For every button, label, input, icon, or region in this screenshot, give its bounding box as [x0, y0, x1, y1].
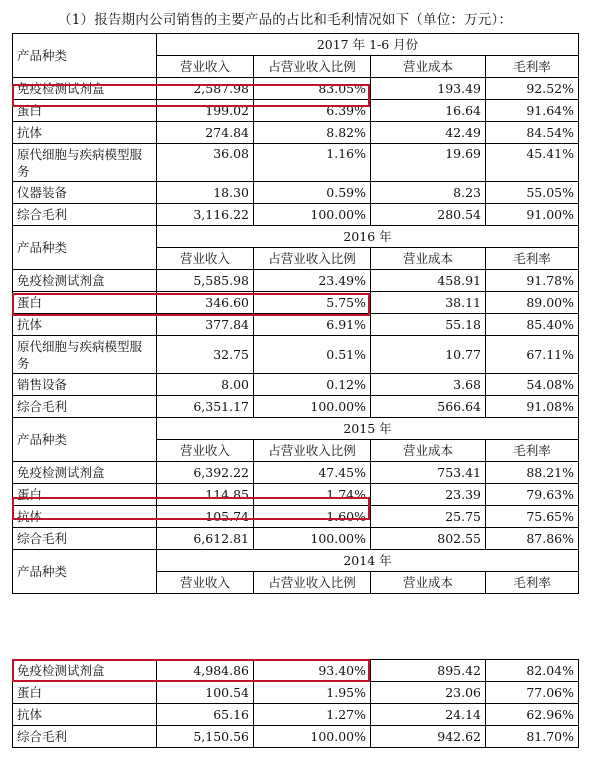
table-row: [13, 726, 579, 748]
revenue-cell: 346.60: [157, 292, 254, 314]
ratio-cell: 0.12%: [254, 374, 371, 396]
ratio-cell: 1.74%: [254, 484, 371, 506]
section-header-row: [13, 550, 579, 572]
margin-cell: 75.65%: [486, 506, 579, 528]
table-row: [13, 506, 579, 528]
ratio-header: 占营业收入比例: [254, 248, 371, 270]
cost-cell: 19.69: [371, 144, 486, 182]
cost-cell: 23.06: [371, 682, 486, 704]
revenue-header: 营业收入: [157, 440, 254, 462]
table-row: [13, 144, 579, 182]
table-row: [13, 682, 579, 704]
margin-header: 毛利率: [486, 572, 579, 594]
revenue-cell: 36.08: [157, 144, 254, 182]
period-header: 2015 年: [157, 418, 579, 440]
product-name: 免疫检测试剂盒: [13, 462, 157, 484]
table-row: [13, 122, 579, 144]
revenue-cell: 377.84: [157, 314, 254, 336]
cost-cell: 10.77: [371, 336, 486, 374]
cost-header: 营业成本: [371, 572, 486, 594]
ratio-cell: 5.75%: [254, 292, 371, 314]
margin-cell: 62.96%: [486, 704, 579, 726]
cost-cell: 16.64: [371, 100, 486, 122]
ratio-cell: 1.95%: [254, 682, 371, 704]
cost-cell: 193.49: [371, 78, 486, 100]
ratio-cell: 100.00%: [254, 396, 371, 418]
margin-cell: 45.41%: [486, 144, 579, 182]
revenue-cell: 65.16: [157, 704, 254, 726]
cost-cell: 23.39: [371, 484, 486, 506]
table-row: [13, 660, 579, 682]
ratio-cell: 8.82%: [254, 122, 371, 144]
product-name: 抗体: [13, 704, 157, 726]
product-type-header: 产品种类: [13, 226, 157, 270]
revenue-cell: 3,116.22: [157, 204, 254, 226]
margin-cell: 91.08%: [486, 396, 579, 418]
product-type-header: 产品种类: [13, 418, 157, 462]
revenue-cell: 2,587.98: [157, 78, 254, 100]
cost-header: 营业成本: [371, 56, 486, 78]
product-name: 综合毛利: [13, 528, 157, 550]
table-row: [13, 78, 579, 100]
table-row: [13, 204, 579, 226]
product-name: 蛋白: [13, 682, 157, 704]
margin-cell: 91.78%: [486, 270, 579, 292]
cost-header: 营业成本: [371, 440, 486, 462]
product-name: 抗体: [13, 122, 157, 144]
cost-cell: 55.18: [371, 314, 486, 336]
cost-cell: 566.64: [371, 396, 486, 418]
revenue-cell: 105.74: [157, 506, 254, 528]
margin-cell: 89.00%: [486, 292, 579, 314]
cost-cell: 25.75: [371, 506, 486, 528]
ratio-cell: 1.60%: [254, 506, 371, 528]
margin-cell: 91.00%: [486, 204, 579, 226]
cost-cell: 24.14: [371, 704, 486, 726]
revenue-cell: 6,392.22: [157, 462, 254, 484]
product-name: 蛋白: [13, 484, 157, 506]
ratio-cell: 100.00%: [254, 726, 371, 748]
ratio-cell: 1.27%: [254, 704, 371, 726]
ratio-cell: 100.00%: [254, 528, 371, 550]
margin-cell: 85.40%: [486, 314, 579, 336]
margin-cell: 81.70%: [486, 726, 579, 748]
ratio-cell: 23.49%: [254, 270, 371, 292]
table-row: [13, 484, 579, 506]
revenue-header: 营业收入: [157, 572, 254, 594]
product-name: 综合毛利: [13, 396, 157, 418]
product-type-header: 产品种类: [13, 550, 157, 594]
revenue-cell: 8.00: [157, 374, 254, 396]
product-name: 抗体: [13, 314, 157, 336]
table-row: [13, 100, 579, 122]
cost-cell: 895.42: [371, 660, 486, 682]
product-name: 免疫检测试剂盒: [13, 78, 157, 100]
section-header-row: [13, 418, 579, 440]
product-name: 原代细胞与疾病模型服务: [13, 336, 157, 374]
product-sales-table: [12, 33, 579, 594]
margin-cell: 79.63%: [486, 484, 579, 506]
product-name: 免疫检测试剂盒: [13, 270, 157, 292]
product-sales-table-2014: [12, 659, 579, 748]
margin-header: 毛利率: [486, 440, 579, 462]
revenue-cell: 18.30: [157, 182, 254, 204]
product-name: 综合毛利: [13, 204, 157, 226]
table-row: [13, 182, 579, 204]
cost-cell: 8.23: [371, 182, 486, 204]
table-row: [13, 528, 579, 550]
page-title: （1）报告期内公司销售的主要产品的占比和毛利情况如下（单位：万元）：: [58, 12, 513, 28]
cost-cell: 3.68: [371, 374, 486, 396]
table-row: [13, 336, 579, 374]
revenue-cell: 5,585.98: [157, 270, 254, 292]
ratio-cell: 6.39%: [254, 100, 371, 122]
cost-cell: 280.54: [371, 204, 486, 226]
margin-header: 毛利率: [486, 248, 579, 270]
revenue-cell: 6,351.17: [157, 396, 254, 418]
product-name: 蛋白: [13, 100, 157, 122]
table-row: [13, 396, 579, 418]
cost-cell: 753.41: [371, 462, 486, 484]
revenue-cell: 32.75: [157, 336, 254, 374]
period-header: 2017 年 1-6 月份: [157, 34, 579, 56]
margin-cell: 87.86%: [486, 528, 579, 550]
cost-cell: 42.49: [371, 122, 486, 144]
ratio-cell: 6.91%: [254, 314, 371, 336]
table-row: [13, 314, 579, 336]
margin-cell: 84.54%: [486, 122, 579, 144]
ratio-cell: 0.59%: [254, 182, 371, 204]
revenue-cell: 114.85: [157, 484, 254, 506]
ratio-cell: 1.16%: [254, 144, 371, 182]
product-type-header: 产品种类: [13, 34, 157, 78]
cost-cell: 458.91: [371, 270, 486, 292]
revenue-header: 营业收入: [157, 248, 254, 270]
margin-header: 毛利率: [486, 56, 579, 78]
margin-cell: 92.52%: [486, 78, 579, 100]
product-name: 抗体: [13, 506, 157, 528]
revenue-cell: 6,612.81: [157, 528, 254, 550]
table-row: [13, 270, 579, 292]
ratio-cell: 93.40%: [254, 660, 371, 682]
margin-cell: 67.11%: [486, 336, 579, 374]
ratio-header: 占营业收入比例: [254, 572, 371, 594]
margin-cell: 91.64%: [486, 100, 579, 122]
ratio-cell: 47.45%: [254, 462, 371, 484]
table-row: [13, 704, 579, 726]
cost-cell: 942.62: [371, 726, 486, 748]
table-row: [13, 374, 579, 396]
product-name: 原代细胞与疾病模型服务: [13, 144, 157, 182]
revenue-header: 营业收入: [157, 56, 254, 78]
revenue-cell: 100.54: [157, 682, 254, 704]
cost-cell: 38.11: [371, 292, 486, 314]
revenue-cell: 4,984.86: [157, 660, 254, 682]
ratio-header: 占营业收入比例: [254, 440, 371, 462]
margin-cell: 77.06%: [486, 682, 579, 704]
table-row: [13, 292, 579, 314]
period-header: 2014 年: [157, 550, 579, 572]
product-name: 仪器装备: [13, 182, 157, 204]
ratio-header: 占营业收入比例: [254, 56, 371, 78]
period-header: 2016 年: [157, 226, 579, 248]
margin-cell: 54.08%: [486, 374, 579, 396]
product-name: 蛋白: [13, 292, 157, 314]
ratio-cell: 83.05%: [254, 78, 371, 100]
product-name: 销售设备: [13, 374, 157, 396]
product-name: 综合毛利: [13, 726, 157, 748]
section-header-row: [13, 34, 579, 56]
cost-cell: 802.55: [371, 528, 486, 550]
section-header-row: [13, 226, 579, 248]
table-row: [13, 462, 579, 484]
revenue-cell: 199.02: [157, 100, 254, 122]
margin-cell: 82.04%: [486, 660, 579, 682]
revenue-cell: 5,150.56: [157, 726, 254, 748]
margin-cell: 55.05%: [486, 182, 579, 204]
cost-header: 营业成本: [371, 248, 486, 270]
ratio-cell: 0.51%: [254, 336, 371, 374]
margin-cell: 88.21%: [486, 462, 579, 484]
product-name: 免疫检测试剂盒: [13, 660, 157, 682]
revenue-cell: 274.84: [157, 122, 254, 144]
ratio-cell: 100.00%: [254, 204, 371, 226]
